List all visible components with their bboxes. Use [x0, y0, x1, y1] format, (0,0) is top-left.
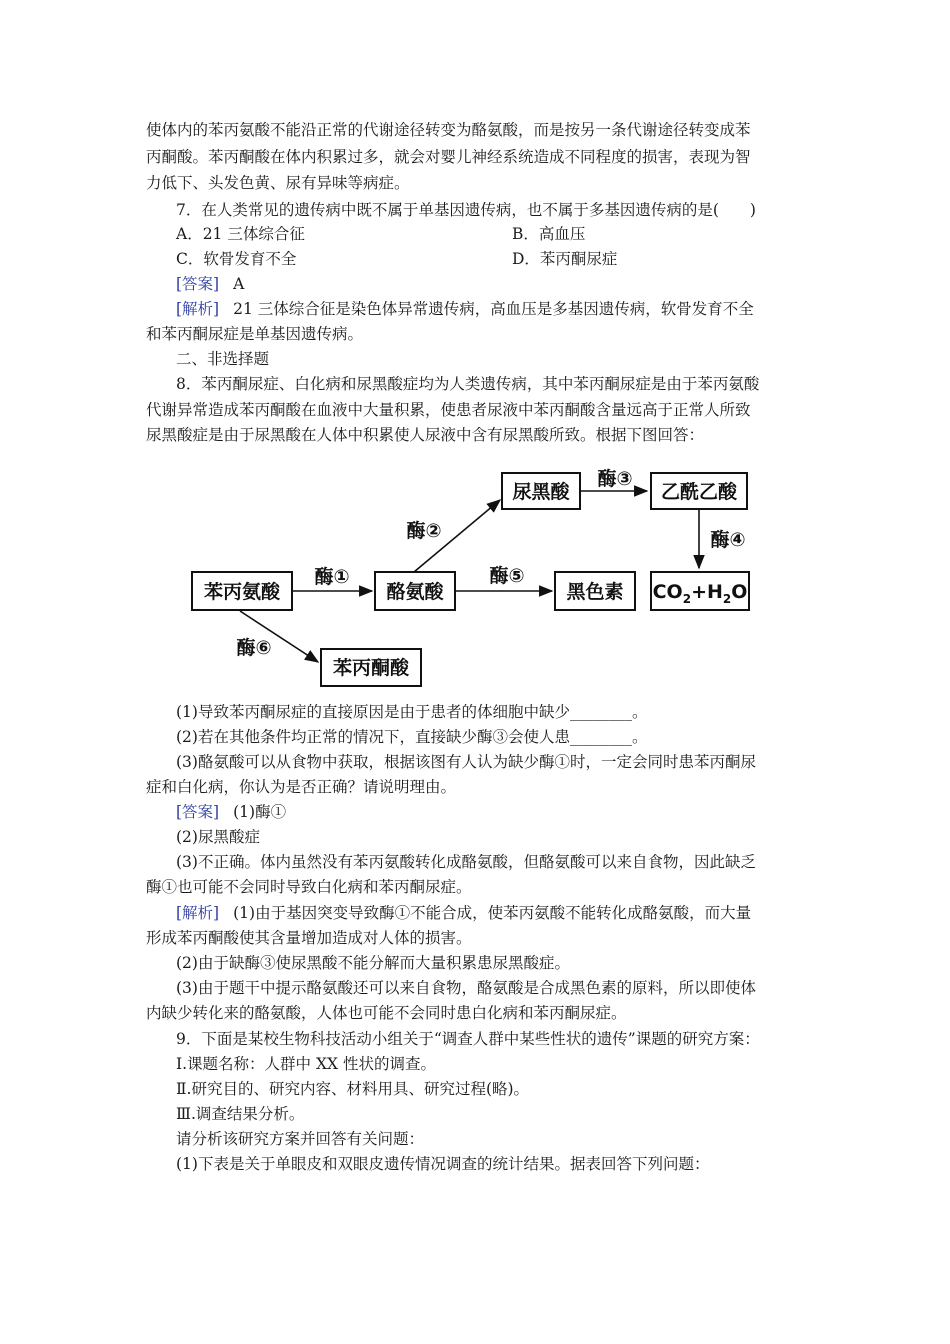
- text-line: 代谢异常造成苯丙酮酸在血液中大量积累，使患者尿液中苯丙酮酸含量远高于正常人所致: [146, 401, 751, 419]
- node-phenylpyruvic-acid: 苯丙酮酸: [332, 657, 410, 679]
- node-melanin: 黑色素: [566, 581, 624, 603]
- question-7: 7．在人类常见的遗传病中既不属于单基因遗传病，也不属于多基因遗传病的是( ): [176, 201, 756, 219]
- analysis-tag: [解析]: [176, 300, 220, 318]
- text-line: 形成苯丙酮酸使其含量增加造成对人体的损害。: [146, 929, 472, 947]
- analysis-part-3: (3)由于题干中提示酪氨酸还可以来自食物，酪氨酸是合成黑色素的原料，所以即使体: [176, 979, 756, 997]
- label-enzyme-2: 酶②: [406, 520, 442, 542]
- analysis-tag: [解析]: [176, 904, 220, 922]
- option-c: C．软骨发育不全: [176, 250, 297, 268]
- answer-text: A: [233, 275, 245, 293]
- question-9: 9．下面是某校生物科技活动小组关于“调查人群中某些性状的遗传”课题的研究方案：: [176, 1030, 760, 1048]
- plus-h-text: +H: [691, 581, 723, 603]
- label-enzyme-5: 酶⑤: [489, 565, 525, 587]
- sub-question-2: (2)若在其他条件均正常的情况下，直接缺少酶③会使人患________。: [176, 728, 648, 746]
- label-enzyme-3: 酶③: [597, 468, 633, 490]
- option-d: D．苯丙酮尿症: [512, 250, 618, 268]
- sub-question-1: (1)导致苯丙酮尿症的直接原因是由于患者的体细胞中缺少________。: [176, 703, 648, 721]
- text-line: 内缺少转化来的酪氨酸，人体也可能不会同时患白化病和苯丙酮尿症。: [146, 1004, 627, 1022]
- co2-subscript: 2: [682, 592, 692, 606]
- answer-line: [176, 272, 244, 297]
- text-line: 尿黑酸症是由于尿黑酸在人体中积累使人尿液中含有尿黑酸所致。根据下图回答：: [146, 426, 705, 444]
- node-co2-h2o: [653, 581, 748, 606]
- text-line: 使体内的苯丙氨酸不能沿正常的代谢途径转变为酪氨酸，而是按另一条代谢途径转变成苯: [146, 121, 751, 139]
- option-b: B．高血压: [512, 225, 586, 243]
- o-text: O: [731, 581, 748, 603]
- h2o-subscript: 2: [722, 592, 732, 606]
- label-enzyme-6: 酶⑥: [236, 637, 272, 659]
- option-a: A．21 三体综合征: [176, 225, 305, 243]
- node-phenylalanine: 苯丙氨酸: [203, 581, 281, 603]
- answer-text: (1)酶①: [233, 803, 287, 821]
- text-line: 症和白化病，你认为是否正确？请说明理由。: [146, 778, 457, 796]
- analysis-line: [176, 901, 751, 926]
- label-enzyme-4: 酶④: [710, 529, 746, 551]
- text-line: (1)下表是关于单眼皮和双眼皮遗传情况调查的统计结果。据表回答下列问题：: [176, 1155, 710, 1173]
- node-tyrosine: 酪氨酸: [386, 581, 444, 603]
- section-heading: 二、非选择题: [176, 350, 270, 368]
- analysis-text: 21 三体综合征是染色体异常遗传病，高血压是多基因遗传病，软骨发育不全: [233, 300, 754, 318]
- text-line: Ⅰ.课题名称：人群中 XX 性状的调查。: [176, 1055, 436, 1073]
- text-line: 请分析该研究方案并回答有关问题：: [176, 1130, 425, 1148]
- answer-tag: [答案]: [176, 803, 220, 821]
- analysis-part-2: (2)由于缺酶③使尿黑酸不能分解而大量积累患尿黑酸症。: [176, 954, 570, 972]
- question-8: 8．苯丙酮尿症、白化病和尿黑酸症均为人类遗传病，其中苯丙酮尿症是由于苯丙氨酸: [176, 375, 760, 393]
- text-line: 和苯丙酮尿症是单基因遗传病。: [146, 325, 364, 343]
- metabolic-pathway-diagram: [180, 462, 760, 698]
- node-homogentisic-acid: 尿黑酸: [512, 481, 570, 503]
- node-acetoacetate: 乙酰乙酸: [660, 481, 738, 503]
- answer-part-3: (3)不正确。体内虽然没有苯丙氨酸转化成酪氨酸，但酪氨酸可以来自食物，因此缺乏: [176, 853, 756, 871]
- answer-tag: [答案]: [176, 275, 220, 293]
- label-enzyme-1: 酶①: [314, 566, 350, 588]
- text-line: 力低下、头发色黄、尿有异味等病症。: [146, 174, 410, 192]
- text-line: Ⅲ.调查结果分析。: [176, 1105, 305, 1123]
- co2-text: CO: [652, 581, 683, 603]
- answer-line: [176, 800, 286, 825]
- text-line: Ⅱ.研究目的、研究内容、材料用具、研究过程(略)。: [176, 1080, 530, 1098]
- sub-question-3: (3)酪氨酸可以从食物中获取，根据该图有人认为缺少酶①时，一定会同时患苯丙酮尿: [176, 753, 756, 771]
- answer-part-2: (2)尿黑酸症: [176, 828, 260, 846]
- text-line: 酶①也可能不会同时导致白化病和苯丙酮尿症。: [146, 878, 472, 896]
- text-line: 丙酮酸。苯丙酮酸在体内积累过多，就会对婴儿神经系统造成不同程度的损害，表现为智: [146, 148, 751, 166]
- analysis-text: (1)由于基因突变导致酶①不能合成，使苯丙氨酸不能转化成酪氨酸，而大量: [233, 904, 752, 922]
- analysis-line: [176, 297, 754, 322]
